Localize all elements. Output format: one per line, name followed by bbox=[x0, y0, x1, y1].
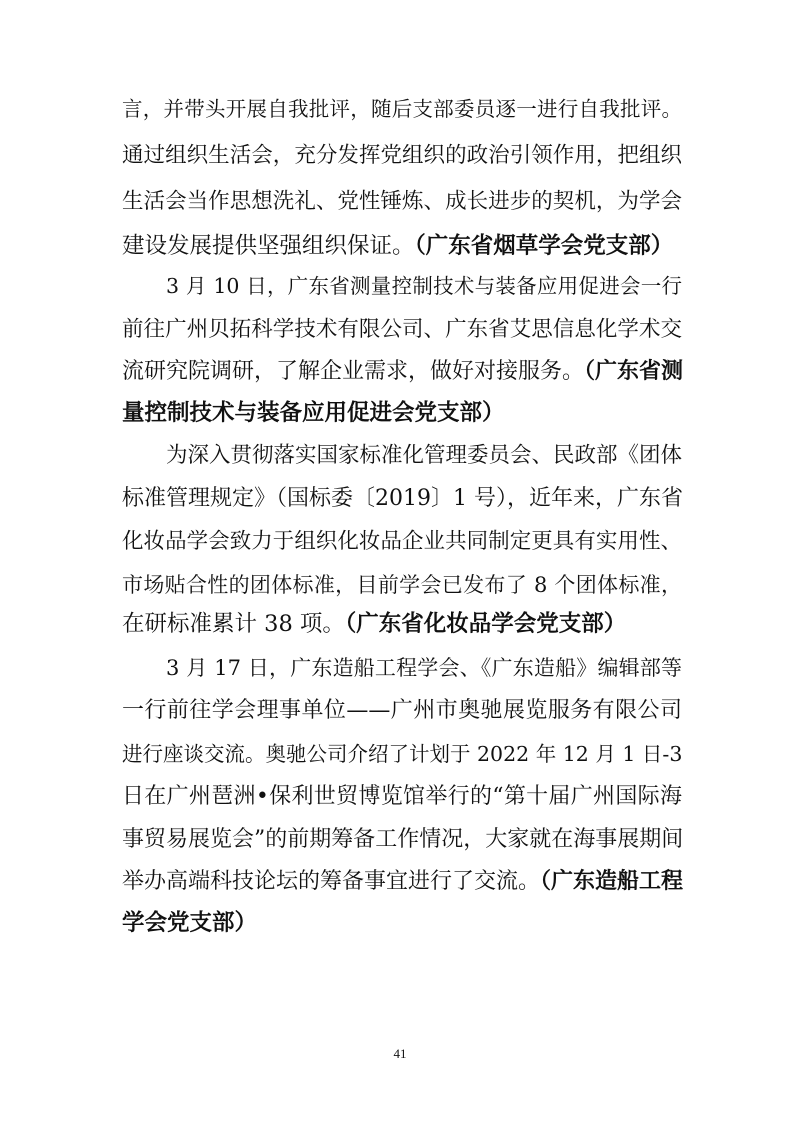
paragraph-2-line-4 bbox=[122, 393, 682, 433]
source-attribution: （广东省化妆品学会党支部） bbox=[344, 611, 627, 637]
paragraph-2-line-2: 前往广州贝拓科学技术有限公司、广东省艾思信息化学术交 bbox=[122, 317, 682, 342]
paragraph-4-line-5: 事贸易展览会”的前期筹备工作情况，大家就在海事展期间 bbox=[122, 827, 684, 852]
paragraph-2-line-1: 3 月 10 日，广东省测量控制技术与装备应用促进会一行 bbox=[166, 274, 682, 298]
paragraph-2-line-3: 流研究院调研，了解企业需求，做好对接服务。（广东省测 bbox=[122, 359, 684, 384]
page-number: 41 bbox=[393, 1046, 407, 1061]
paragraph-4-line-6: 举办高端科技论坛的筹备事宜进行了交流。（广东造船工程 bbox=[122, 869, 684, 894]
paragraph-4-line-2: 一行前往学会理事单位——广州市奥驰展览服务有限公司 bbox=[122, 698, 682, 723]
paragraph-1-line-1: 言，并带头开展自我批评，随后支部委员逐一进行自我批评。 bbox=[122, 97, 682, 121]
paragraph-3-line-2: 标准管理规定》（国标委〔2019〕1 号），近年来，广东省 bbox=[122, 486, 683, 511]
paragraph-3-line-1: 为深入贯彻落实国家标准化管理委员会、民政部《团体 bbox=[166, 443, 683, 468]
source-attribution: 学会党支部） bbox=[122, 910, 258, 936]
paragraph-1-line-4: 建设发展提供坚强组织保证。（广东省烟草学会党支部） bbox=[122, 233, 674, 259]
paragraph-3-line-4: 市场贴合性的团体标准，目前学会已发布了 8 个团体标准， bbox=[122, 573, 682, 597]
paragraph-3-line-5: 在研标准累计 38 项。（广东省化妆品学会党支部） bbox=[122, 611, 627, 637]
source-attribution: （广东省测 bbox=[584, 359, 684, 384]
paragraph-4-line-4: 日在广州琶洲•保利世贸博览馆举行的“第十届广州国际海 bbox=[122, 784, 682, 809]
paragraph-4-line-3: 进行座谈交流。奥驰公司介绍了计划于 2022 年 12 月 1 日-3 bbox=[122, 742, 683, 766]
source-attribution: （广东造船工程 bbox=[540, 869, 684, 894]
paragraph-1-line-3: 生活会当作思想洗礼、党性锤炼、成长进步的契机，为学会 bbox=[122, 189, 682, 214]
paragraph-4-line-1: 3 月 17 日，广东造船工程学会、《广东造船》编辑部等 bbox=[166, 656, 682, 680]
source-attribution: （广东省烟草学会党支部） bbox=[414, 233, 674, 259]
source-attribution: 量控制技术与装备应用促进会党支部） bbox=[122, 400, 505, 426]
paragraph-3-line-3: 化妆品学会致力于组织化妆品企业共同制定更具有实用性、 bbox=[122, 529, 682, 554]
paragraph-4-line-7 bbox=[122, 903, 682, 943]
paragraph-1-line-2: 通过组织生活会，充分发挥党组织的政治引领作用，把组织 bbox=[122, 143, 682, 168]
